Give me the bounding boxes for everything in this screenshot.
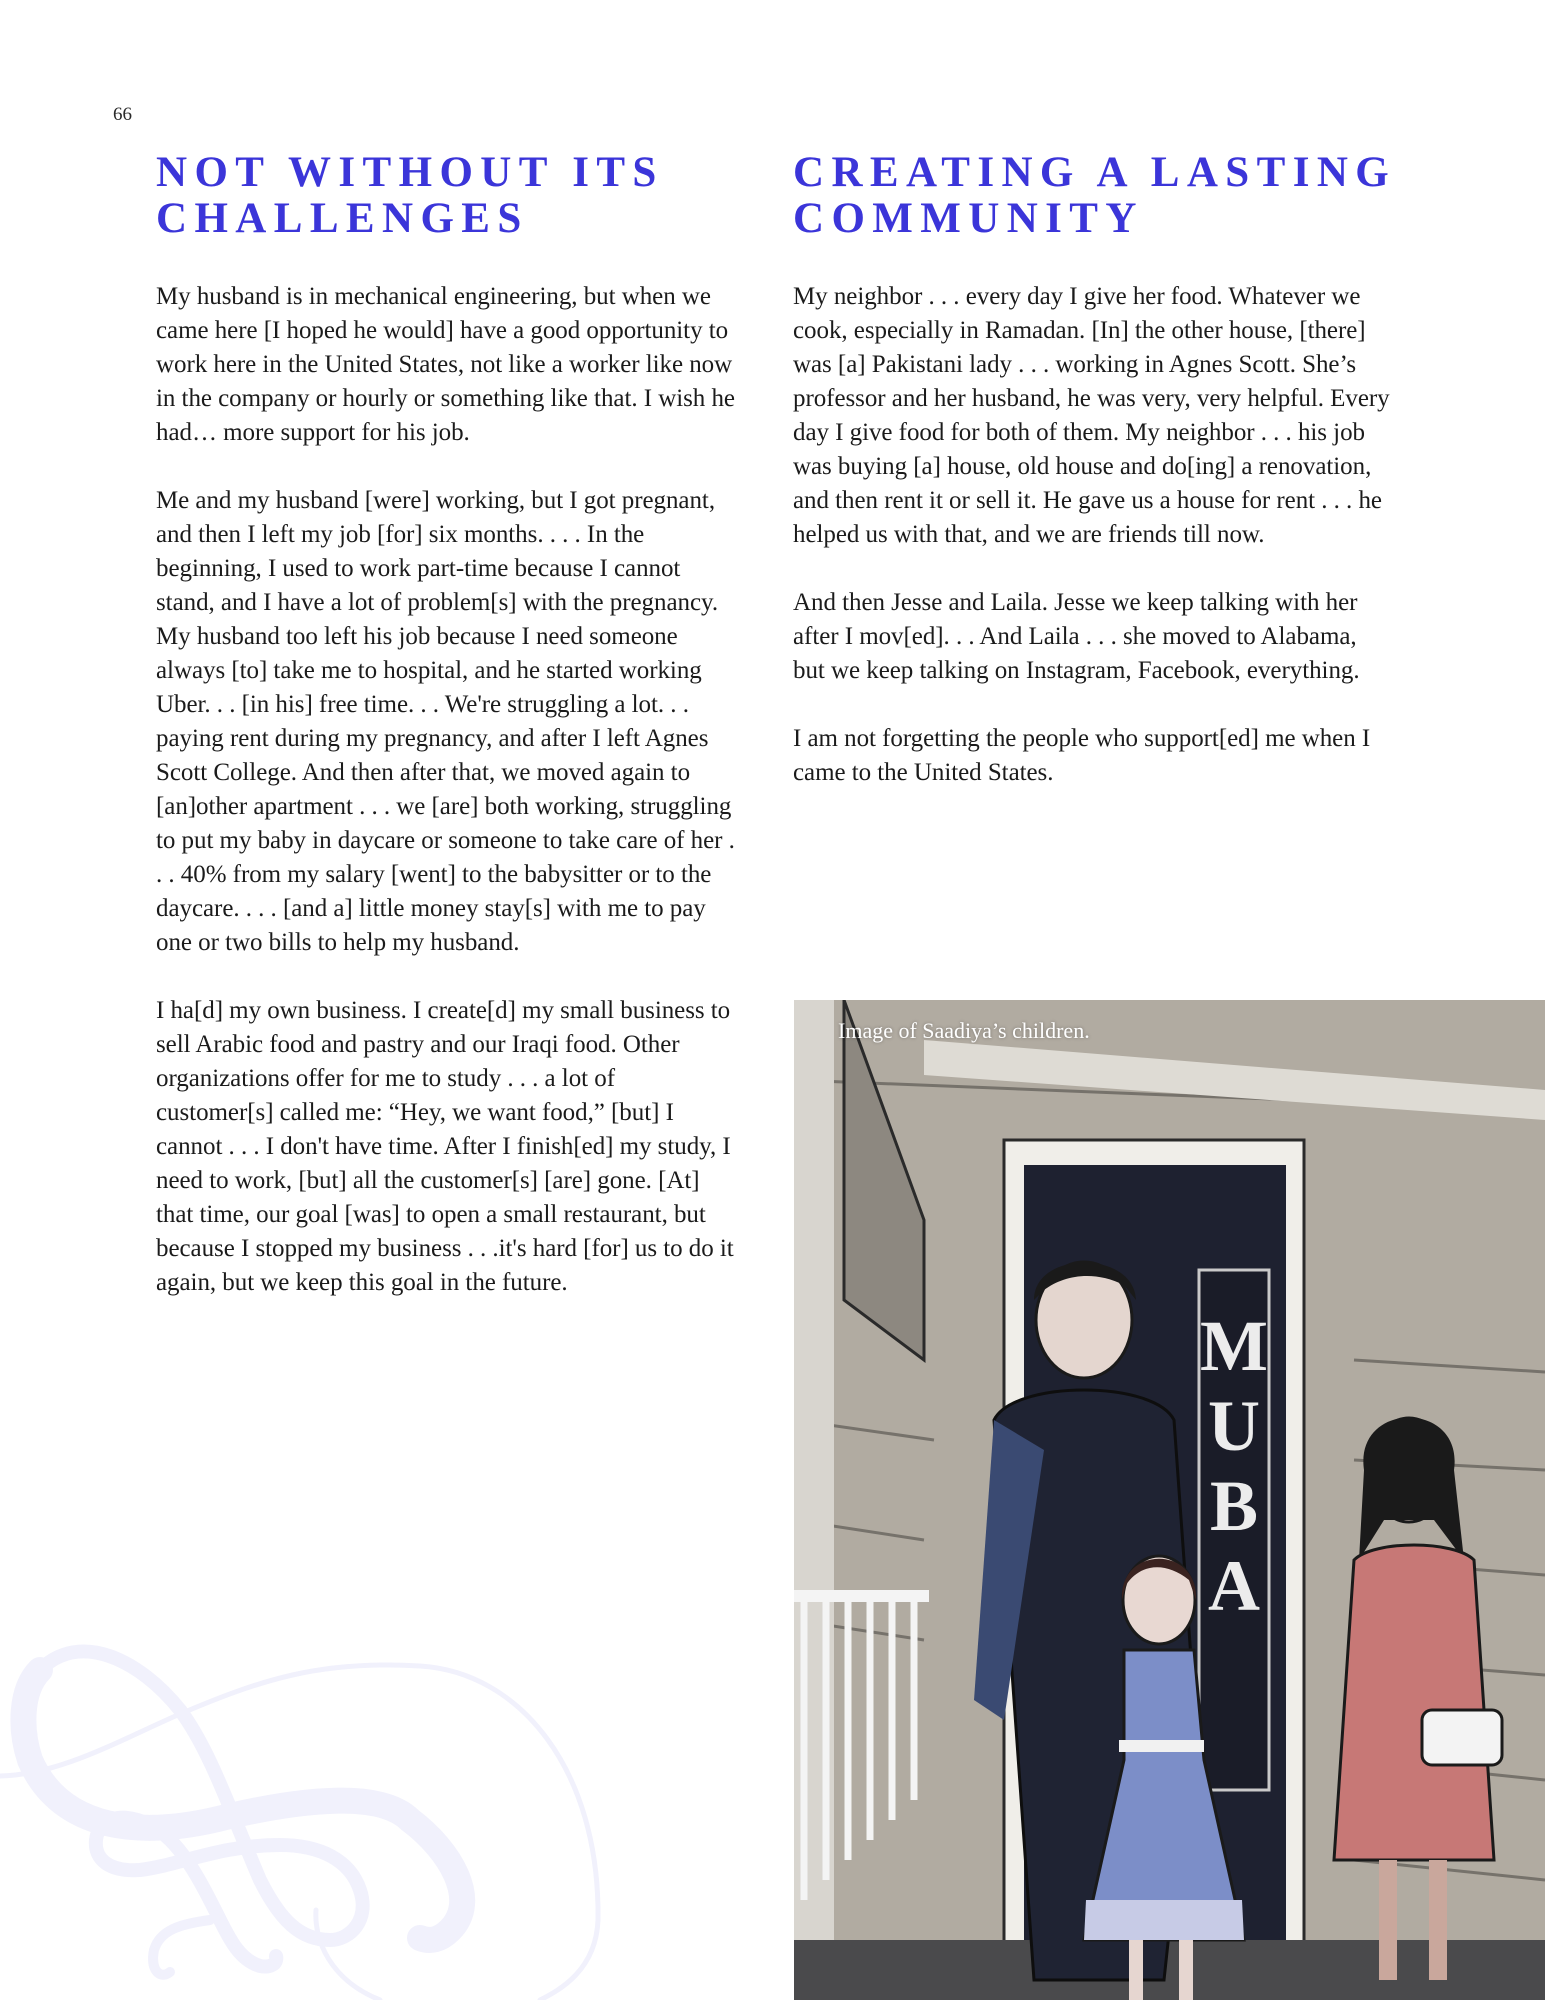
paragraph: And then Jesse and Laila. Jesse we keep talking with her after I mov[ed]. . . And Laila . . . she moved to Alabama, but we keep talking on Instagram, Facebook, everything. (793, 589, 1360, 684)
svg-text:M: M (1200, 1306, 1268, 1386)
page-number: 66 (113, 104, 132, 125)
section-heading-community: CREATING A LASTING COMMUNITY (793, 149, 1397, 242)
right-column (793, 150, 1413, 824)
paragraph: Me and my husband [were] working, but I got pregnant, and then I left my job [for] six months. . . . In the beginning, I used to work part-time because I cannot stand, and I have a lot of problem[s] with the pregnancy. My husband too left his job because I need someone always [to] take me to hospital, and he started working Uber. . . [in his] free time. . . We're struggling a lot. . . paying rent during my pregnancy, and after I left Agnes Scott College. And then after that, we moved again to [an]other apartment . . . we [are] both working, struggling to put my baby in daycare or someone to take care of her . . . 40% from my salary [went] to the babysitter or to the daycare. . . . [and a] little money stay[s] with me to pay one or two bills to help my husband. (156, 487, 735, 956)
section-heading-challenges: NOT WITHOUT ITS CHALLENGES (156, 149, 664, 242)
right-body-text (793, 280, 1413, 790)
paragraph: My husband is in mechanical engineering, but when we came here [I hoped he would] have a good opportunity to work here in the United States, not like a worker like now in the company or hourly or something like that. I wish he had… more support for his job. (156, 283, 735, 446)
photo-caption: Image of Saadiya’s children. (838, 1018, 1090, 1043)
family-photo (794, 1000, 1545, 2000)
svg-text:B: B (1209, 1466, 1259, 1546)
paragraph: My neighbor . . . every day I give her food. Whatever we cook, especially in Ramadan. [In] the other house, [there] was [a] Pakistani lady . . . working in Agnes Scott. She’s professor and her husband, he was very, very helpful. Every day I give food for both of them. My neighbor . . . his job was buying [a] house, old house and do[ing] a renovation, and then rent it or sell it. He gave us a house for rent . . . he helped us with that, and we are friends till now. (793, 283, 1390, 548)
photo-illustration (794, 1000, 1545, 2000)
svg-text:A: A (1208, 1546, 1260, 1626)
calligraphic-flourish-icon (0, 1580, 620, 2000)
svg-text:U: U (1208, 1386, 1260, 1466)
left-column (156, 150, 736, 1334)
left-body-text (156, 280, 736, 1300)
paragraph: I ha[d] my own business. I create[d] my small business to sell Arabic food and pastry and our Iraqi food. Other organizations offer for me to study . . . a lot of customer[s] called me: “Hey, we want food,” [but] I cannot . . . I don't have time. After I finish[ed] my study, I need to work, [but] all the customer[s] [are] gone. [At] that time, our goal [was] to open a small restaurant, but because I stopped my business . . .it's hard [for] us to do it again, but we keep this goal in the future. (156, 997, 734, 1296)
paragraph: I am not forgetting the people who support[ed] me when I came to the United States. (793, 725, 1371, 786)
